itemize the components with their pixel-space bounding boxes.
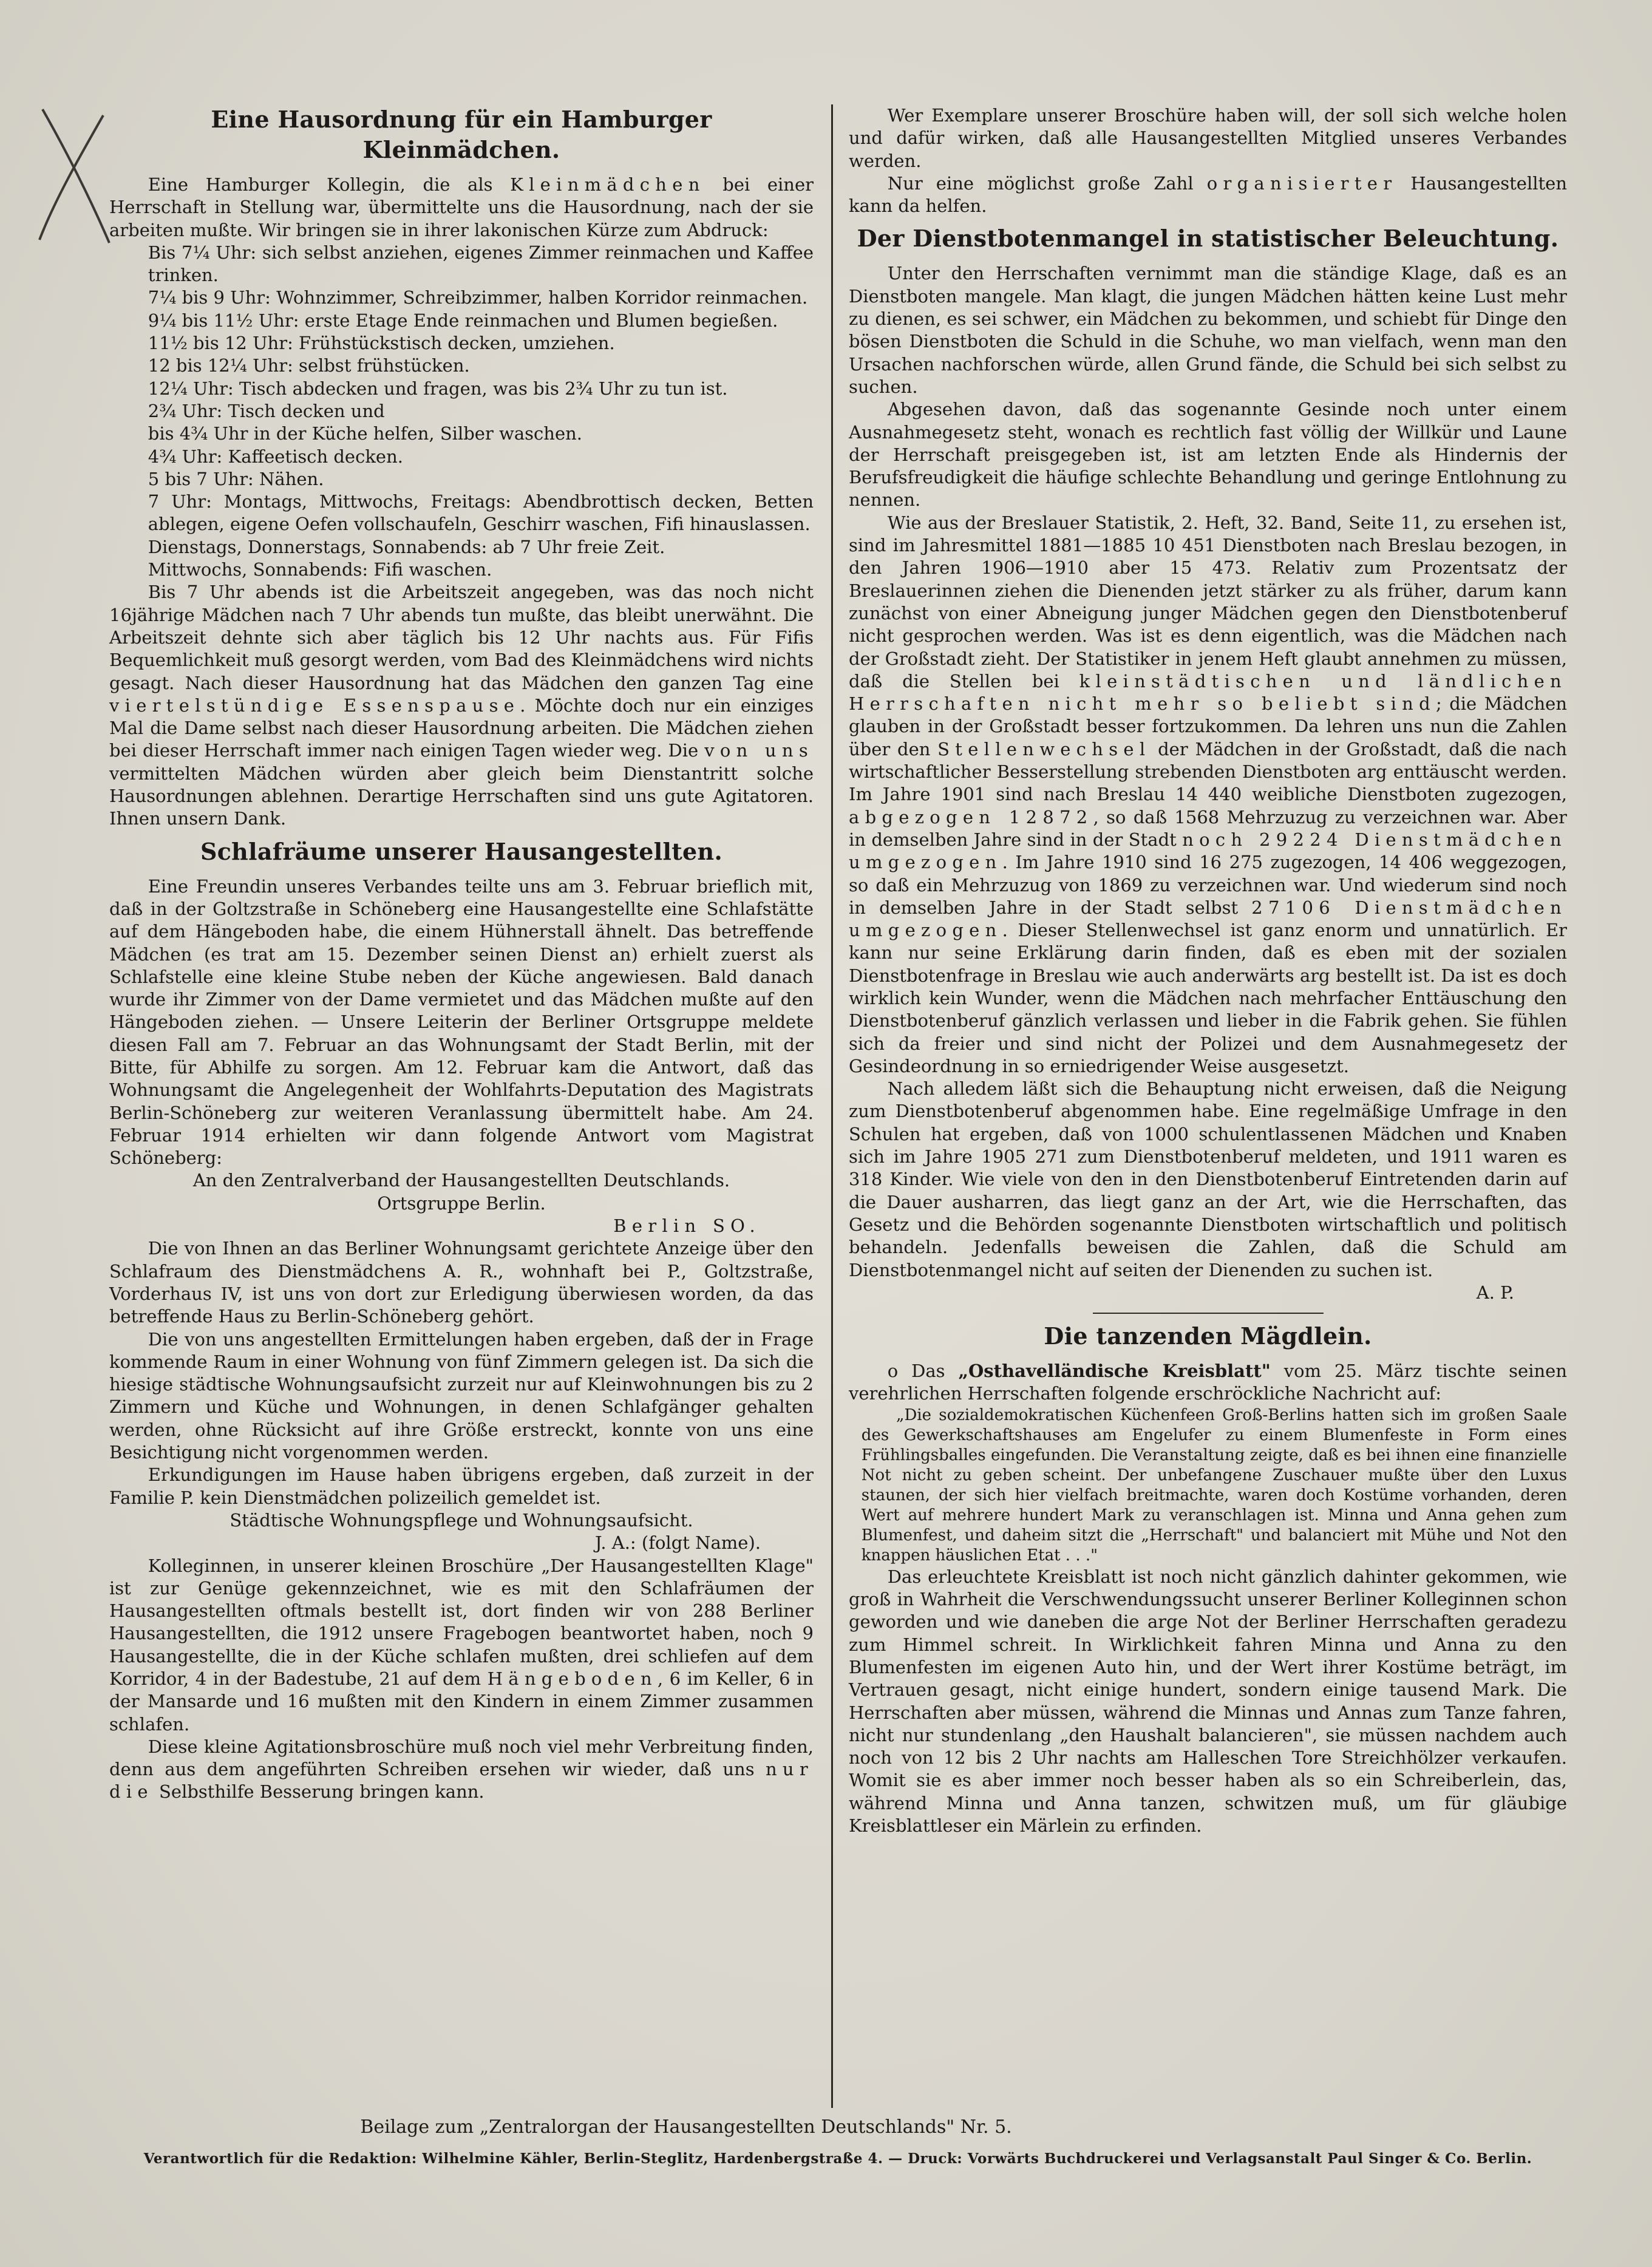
paragraph: Das erleuchtete Kreisblatt ist noch nicht gänzlich dahinter gekommen, wie groß in Wahrheit die Verschwendungssucht unserer Berliner Kolleginnen schon geworden und wie daneben die arge Not der Berliner Herrschaften geradezu zum Himmel schreit. In Wirklichkeit fahren Minna und Anna zu den Blumenfesten im eigenen Auto hin, und der Wert ihrer Kostüme beträgt, im Vertrauen gesagt, nicht einige hundert, sondern einige tausend Mark. Die Herrschaften aber müssen, während die Minnas und Annas zum Tanze fahren, nicht nur stundenlang „den Haushalt balancieren", sie müssen nachdem auch noch von 12 bis 2 Uhr nachts am Halleschen Tore Streichhölzer verkaufen. Womit sie es aber immer noch besser haben als so ein Schreiberlein, das, während Minna und Anna tanzen, schwitzen muß, um für gläubige Kreisblattleser ein Märlein zu erfinden. (849, 1566, 1567, 1836)
schedule-line: 11½ bis 12 Uhr: Frühstückstisch decken, umziehen. (148, 333, 615, 354)
paragraph: Wer Exemplare unserer Broschüre haben will, der soll sich welche holen und dafür wirken, daß alle Hausangestellten Mitglied unseres Verbandes werden. (849, 105, 1567, 171)
schedule-line: Dienstags, Donnerstags, Sonnabends: ab 7 Uhr freie Zeit. (148, 536, 665, 557)
address-city: Berlin SO. (613, 1215, 761, 1237)
article-title-maegdlein: Die tanzenden Mägdlein. (1044, 1322, 1372, 1350)
left-column (109, 104, 814, 1804)
paragraph: Wie aus der Breslauer Statistik, 2. Heft, 32. Band, Seite 11, zu ersehen ist, sind im Jahresmittel 1881—1885 10 451 Dienstboten nach Breslau bezogen, in den Jahren 1906—1910 aber 15 473. Relativ zum Prozentsatz der Breslauerinnen ziehen die Dienenden jetzt stärker zu als früher, darum kann zunächst von einer Abneigung junger Mädchen gegen den Dienstbotenberuf nicht gesprochen werden. Was ist es denn eigentlich, was die Mädchen nach der Großstadt zieht. Der Statistiker in jenem Heft glaubt annehmen zu müssen, daß die Stellen bei kleinstädtischen und ländlichen Herrschaften nicht mehr so beliebt sind; die Mädchen glauben in der Großstadt besser fortzukommen. Da lehren uns nun die Zahlen über den Stellenwechsel der Mädchen in der Großstadt, daß die nach wirtschaftlicher Besserstellung strebenden Dienstboten arg enttäuscht werden. Im Jahre 1901 sind nach Breslau 14 440 weibliche Dienstboten zugezogen, abgezogen 12872, so daß 1568 Mehrzuzug zu verzeichnen war. Aber in demselben Jahre sind in der Stadt noch 29224 Dienstmädchen umgezogen. Im Jahre 1910 sind 16 275 zugezogen, 14 406 weggezogen, so daß ein Mehrzuzug von 1869 zu verzeichnen war. Und wiederum sind noch in demselben Jahre in der Stadt selbst 27106 Dienstmädchen umgezogen. Dieser Stellenwechsel ist ganz enorm und unnatürlich. Er kann nur seine Erklärung darin finden, daß es eben mit der sozialen Dienstbotenfrage in Breslau wie auch anderwärts arg bestellt ist. Da ist es doch wirklich kein Wunder, wenn die Mädchen nach mehrfacher Enttäuschung den Dienstbotenberuf gänzlich verlassen und lieber in die Fabrik gehen. Sie fühlen sich da freier und sind nicht der Polizei und dem Ausnahmegesetz der Gesindeordnung in so erniedrigender Weise ausgesetzt. (849, 512, 1567, 1076)
schedule-line: 4¾ Uhr: Kaffeetisch decken. (148, 446, 403, 467)
supplement-note: Beilage zum „Zentralorgan der Hausangestellten Deutschlands" Nr. 5. (360, 2116, 1012, 2138)
paragraph: Eine Hamburger Kollegin, die als Kleinmädchen bei einer Herrschaft in Stellung war, übermittelte uns die Hausordnung, nach der sie arbeiten mußte. Wir bringen sie in ihrer lakonischen Kürze zum Abdruck: (109, 174, 814, 240)
author-initials: A. P. (1476, 1282, 1514, 1303)
schedule-line: 7 Uhr: Montags, Mittwochs, Freitags: Abendbrottisch decken, Betten ablegen, eigene Oefen vollschaufeln, Geschirr waschen, Fifi hinauslassen. (148, 491, 814, 535)
schedule-line: 12¼ Uhr: Tisch abdecken und fragen, was bis 2¾ Uhr zu tun ist. (148, 378, 728, 399)
schedule-line: Mittwochs, Sonnabends: Fifi waschen. (148, 559, 492, 580)
paragraph: Diese kleine Agitationsbroschüre muß noch viel mehr Verbreitung finden, denn aus dem angeführten Schreiben ersehen wir wieder, daß uns nur die Selbsthilfe Besserung bringen kann. (109, 1736, 814, 1803)
article-title-hausordnung: Eine Hausordnung für ein Hamburger Kleinmädchen. (211, 106, 712, 163)
schedule-line: 7¼ bis 9 Uhr: Wohnzimmer, Schreibzimmer, halben Korridor reinmachen. (148, 287, 808, 308)
paragraph: Nach alledem läßt sich die Behauptung nicht erweisen, daß die Neigung zum Dienstbotenberuf abgenommen habe. Eine regelmäßige Umfrage in den Schulen hat ergeben, daß von 1000 schulentlassenen Mädchen und Knaben sich im Jahre 1905 271 zum Dienstbotenberuf meldeten, und 1911 waren es 318 Kinder. Wie viele von den in den Dienstbotenberuf Eintretenden darin auf die Dauer ausharren, das liegt ganz an der Art, wie die Herrschaften, das Gesetz und die Behörden sogenannte Dienstboten wirtschaftlich und politisch behandeln. Jedenfalls beweisen die Zahlen, daß die Schuld am Dienstbotenmangel nicht auf seiten der Dienenden zu suchen ist. (849, 1078, 1567, 1280)
address-line: An den Zentralverband der Hausangestellten Deutschlands. (192, 1170, 730, 1191)
paragraph: Unter den Herrschaften vernimmt man die ständige Klage, daß es an Dienstboten mangele. Man klagt, die jungen Mädchen hätten keine Lust mehr zu dienen, es sei schwer, ein Mädchen zu bekommen, und schiebt für Dinge den bösen Dienstboten die Schuld in die Schuhe, wo man vielfach, wenn man den Ursachen nachforschen würde, allen Grund fände, die Schuld bei sich selbst zu suchen. (849, 263, 1567, 397)
paragraph: Abgesehen davon, daß das sogenannte Gesinde noch unter einem Ausnahmegesetz steht, wonach es rechtlich fast völlig der Willkür und Laune der Herrschaft preisgegeben ist, ist am letzten Ende als Hindernis der Berufsfreudigkeit die häufige schlechte Behandlung und geringe Entlohnung zu nennen. (849, 399, 1567, 511)
paragraph: Nur eine möglichst große Zahl organisierter Hausangestellten kann da helfen. (849, 172, 1567, 217)
address-line: Ortsgruppe Berlin. (377, 1192, 546, 1214)
schedule-line: 12 bis 12¼ Uhr: selbst frühstücken. (148, 355, 470, 376)
paragraph: Kolleginnen, in unserer kleinen Broschüre „Der Hausangestellten Klage" ist zur Genüge gekennzeichnet, wie es mit den Schlafräumen der Hausangestellten oftmals bestellt ist, dort finden wir von 288 Berliner Hausangestellten, die 1912 unsere Fragebogen beantwortet haben, noch 9 Hausangestellte, die in der Küche schlafen mußten, drei schliefen auf dem Korridor, 4 in der Badestube, 21 auf dem Hängeboden, 6 im Keller, 6 in der Mansarde und 16 mußten mit den Kindern in einem Zimmer zusammen schlafen. (109, 1555, 814, 1735)
schedule-line: 5 bis 7 Uhr: Nähen. (148, 468, 324, 489)
article-separator (1093, 1313, 1324, 1314)
schedule-line: 2¾ Uhr: Tisch decken und (148, 400, 385, 421)
paragraph: o Das „Osthavelländische Kreisblatt" vom 25. März tischte seinen verehrlichen Herrschaften folgende erschröckliche Nachricht auf: (849, 1361, 1568, 1404)
paragraph: Bis 7 Uhr abends ist die Arbeitszeit angegeben, was das noch nicht 16jährige Mädchen nach 7 Uhr abends tun mußte, das bleibt unerwähnt. Die Arbeitszeit dehnte sich aber täglich bis 12 Uhr nachts aus. Für Fifis Bequemlichkeit muß gesorgt werden, vom Bad des Kleinmädchens wird nichts gesagt. Nach dieser Hausordnung hat das Mädchen den ganzen Tag eine viertelstündige Essenspause. Möchte doch nur ein einziges Mal die Dame selbst nach dieser Hausordnung arbeiten. Die Mädchen ziehen bei dieser Herrschaft immer nach einigen Tagen wieder weg. Die von uns vermittelten Mädchen würden aber gleich beim Dienstantritt solche Hausordnungen ablehnen. Derartige Herrschaften sind uns gute Agitatoren. Ihnen unsern Dank. (109, 582, 814, 829)
imprint-line: Verantwortlich für die Redaktion: Wilhelmine Kähler, Berlin-Steglitz, Hardenbergstraße 4. — Druck: Vorwärts Buchdruckerei und Verlagsanstalt Paul Singer & Co. Berlin. (143, 2150, 1532, 2167)
paragraph: Erkundigungen im Hause haben übrigens ergeben, daß zurzeit in der Familie P. kein Dienstmädchen polizeilich gemeldet ist. (109, 1464, 814, 1508)
handwritten-cross-mark (30, 97, 121, 255)
signature-name: J. A.: (folgt Name). (594, 1532, 761, 1554)
paragraph: Die von Ihnen an das Berliner Wohnungsamt gerichtete Anzeige über den Schlafraum des Dienstmädchens A. R., wohnhaft bei P., Goltzstraße, Vorderhaus IV, ist uns von dort zur Erledigung überwiesen worden, da das betreffende Haus zu Berlin-Schöneberg gehört. (109, 1238, 814, 1327)
schedule-line: Bis 7¼ Uhr: sich selbst anziehen, eigenes Zimmer reinmachen und Kaffee trinken. (148, 242, 814, 286)
column-divider (831, 104, 833, 2108)
signature-office: Städtische Wohnungspflege und Wohnungsaufsicht. (229, 1509, 693, 1531)
schedule-line: 9¼ bis 11½ Uhr: erste Etage Ende reinmachen und Blumen begießen. (148, 310, 778, 331)
paragraph: Eine Freundin unseres Verbandes teilte uns am 3. Februar brieflich mit, daß in der Goltzstraße in Schöneberg eine Hausangestellte eine Schlafstätte auf dem Hängeboden habe, die einem Hühnerstall ähnelt. Das betreffende Mädchen (es trat am 15. Dezember seinen Dienst an) erhielt zuerst als Schlafstelle eine kleine Stube neben der Küche angewiesen. Bald danach wurde ihr Zimmer von der Dame vermietet und das Mädchen mußte auf den Hängeboden ziehen. — Unsere Leiterin der Berliner Ortsgruppe meldete diesen Fall am 7. Februar an das Wohnungsamt der Stadt Berlin, mit der Bitte, für Abhilfe zu sorgen. Am 12. Februar kam die Antwort, daß das Wohnungsamt die Angelegenheit der Wohlfahrts-Deputation des Magistrats Berlin-Schöneberg zur weiteren Veranlassung übermittelt habe. Am 24. Februar 1914 erhielten wir dann folgende Antwort vom Magistrat Schöneberg: (109, 875, 814, 1169)
right-column (849, 104, 1567, 1837)
schedule-line: bis 4¾ Uhr in der Küche helfen, Silber waschen. (148, 423, 583, 444)
paragraph: Die von uns angestellten Ermittelungen haben ergeben, daß der in Frage kommende Raum in einer Wohnung von fünf Zimmern gelegen ist. Da sich die hiesige städtische Wohnungsaufsicht zurzeit nur auf Kleinwohnungen bis zu 2 Zimmern und Küche und Wohnungen, in denen Schlafgänger gehalten werden, ohne Rücksicht auf ihre Größe erstreckt, konnte von uns eine Besichtigung nicht vorgenommen werden. (109, 1328, 814, 1463)
article-title-dienstbotenmangel: Der Dienstbotenmangel in statistischer Beleuchtung. (857, 225, 1559, 253)
quotation: „Die sozialdemokratischen Küchenfeen Groß-Berlins hatten sich im großen Saale des Gewerkschaftshauses am Engelufer zu einem Blumenfeste in Form eines Frühlingsballes eingefunden. Die Veranstaltung zeigte, daß es bei ihnen eine finanzielle Not nicht zu geben scheint. Der unbefangene Zuschauer mußte über den Luxus staunen, der sich hier vielfach breitmachte, waren doch Kostüme vorhanden, deren Wert auf mehrere hundert Mark zu veranschlagen ist. Minna und Anna gehen zum Blumenfest, und daheim sitzt die „Herrschaft" und balanciert mit Mühe und Not den knappen häuslichen Etat . . ." (861, 1405, 1567, 1565)
article-title-schlafraeume: Schlafräume unserer Hausangestellten. (200, 837, 722, 865)
